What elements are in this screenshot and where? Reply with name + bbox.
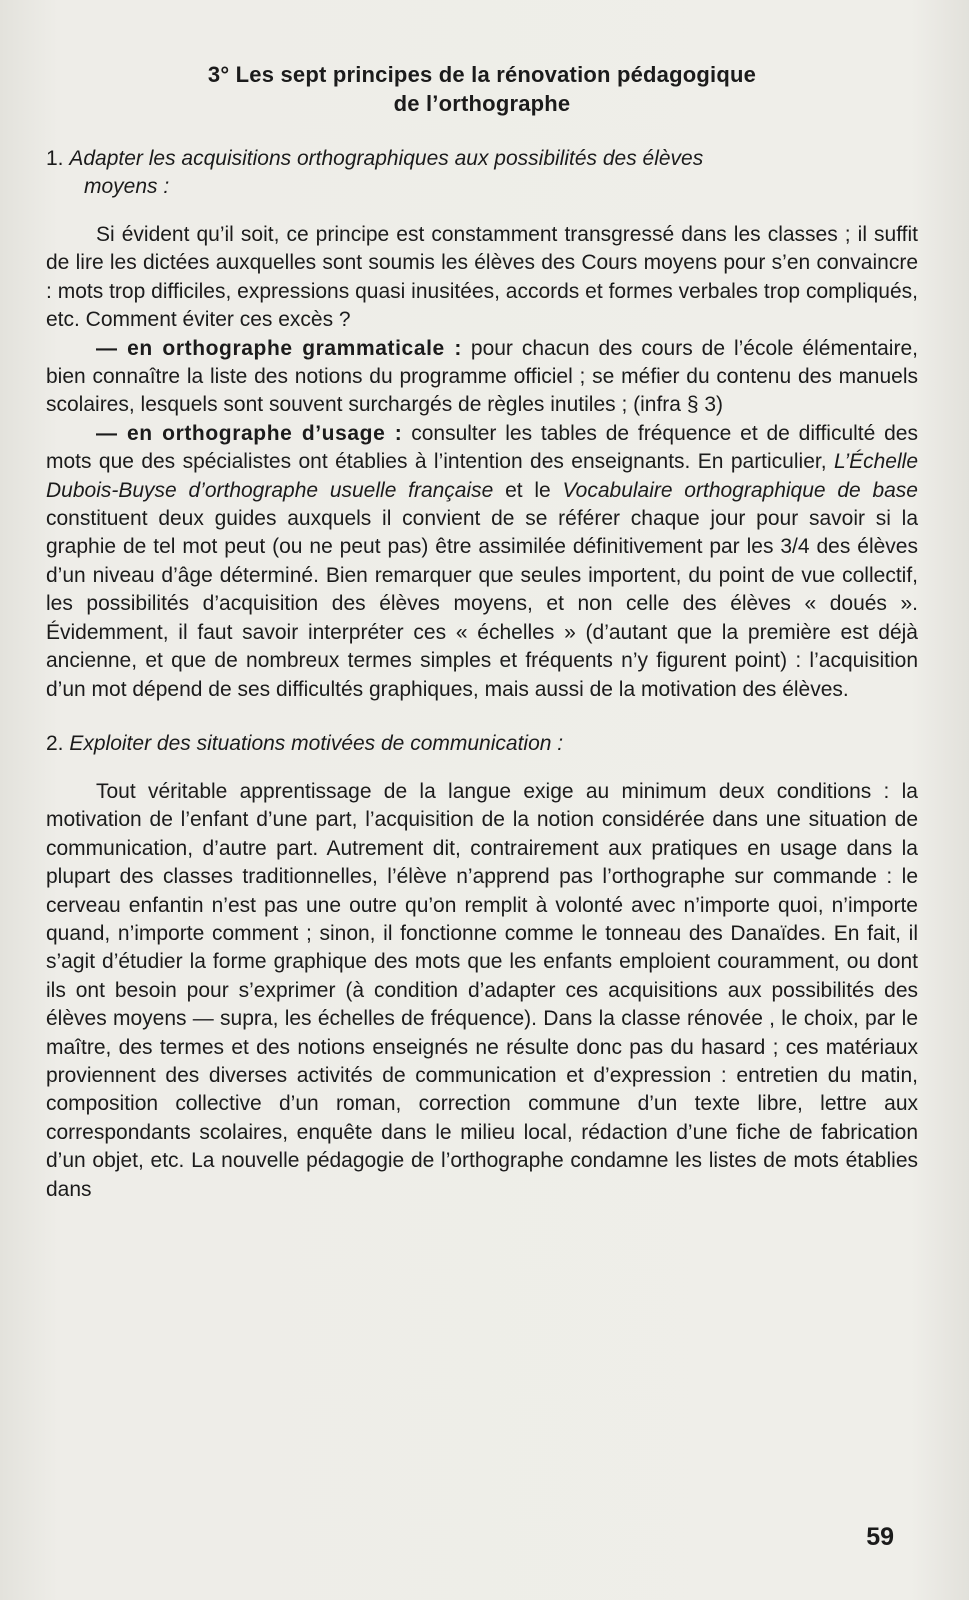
usage-italic-title-2: Vocabulaire orthographique de base — [562, 478, 918, 502]
grammar-paragraph — [46, 335, 918, 420]
section-gap — [46, 704, 918, 730]
usage-label: — en orthographe d’usage : — [96, 421, 403, 445]
usage-text-1: consulter les tables de fréquence et de difficulté des mots que des spécialistes ont établies à l’intention des enseignants. En particulier, — [46, 421, 918, 474]
usage-italic-title-1: L’Échelle Dubois-Buyse d’orthographe usuelle française — [46, 450, 918, 502]
section-title — [46, 60, 918, 118]
usage-text-2: et le — [493, 478, 563, 502]
grammar-text: pour chacun des cours de l’école élémentaire, bien connaître la liste des notions du programme officiel ; se méfier du contenu des manuels scolaires, lesquels sont souvent surchargés de règles inutiles ; (infra § 3) — [46, 336, 918, 417]
principle-2-number: 2. — [46, 731, 64, 755]
usage-paragraph — [46, 420, 918, 704]
principle-2-text: Tout véritable apprentissage de la langue exige au minimum deux conditions : la motivation de l’enfant d’une part, l’acquisition de la notion considérée dans une situation de communication, d’autre part. Autrement dit, contrairement aux pratiques en usage dans la plupart des classes traditionnelles, l’élève n’apprend pas l’orthographe sur commande : le cerveau enfantin n’est pas une outre qu’on remplit à volonté avec n’importe quoi, n’importe quand, n’importe comment ; sinon, il fonctionne comme le tonneau des Danaïdes. En fait, il s’agit d’étudier la forme graphique des mots que les enfants emploient couramment, ou dont ils ont besoin pour s’exprimer (à condition d’adapter ces acquisitions aux possibilités des élèves moyens — supra, les échelles de fréquence). Dans la classe rénovée , le choix, par le maître, des termes et des notions enseignés ne résulte donc pas du hasard ; ces matériaux proviennent des diverses activités de communication et d’expression : entretien du matin, composition collective d’un roman, correction commune d’un texte libre, lettre aux correspondants scolaires, enquête dans le milieu local, rédaction d’une fiche de fabrication d’un objet, etc. La nouvelle pédagogie de l’orthographe condamne les listes de mots établies dans — [46, 779, 918, 1201]
principle-1-heading-cont: moyens : — [84, 175, 170, 198]
page-number: 59 — [866, 1523, 894, 1551]
principle-1-heading — [46, 145, 918, 201]
title-line-1: 3° Les sept principes de la rénovation pédagogique — [207, 62, 757, 87]
page-content — [46, 60, 918, 1204]
title-line-2: de l’orthographe — [393, 91, 571, 116]
principle-1-number: 1. — [46, 147, 64, 170]
principle-1-heading-text: Adapter les acquisitions orthographiques aux possibilités des élèves — [69, 147, 704, 170]
principle-2-heading — [46, 730, 918, 758]
principle-1-intro: Si évident qu’il soit, ce principe est constamment transgressé dans les classes ; il suffit de lire les dictées auxquelles sont soumis les élèves des Cours moyens pour s’en convaincre : mots trop difficiles, expressions quasi inusitées, accords et formes verbales trop compliqués, etc. Comment éviter ces excès ? — [46, 223, 918, 332]
grammar-label: — en orthographe grammaticale : — [96, 336, 462, 360]
principle-2-heading-text: Exploiter des situations motivées de communication : — [69, 731, 564, 755]
usage-text-3: constituent deux guides auxquels il convient de se référer chaque jour pour savoir si la graphie de tel mot peut (ou ne peut pas) être assimilée définitivement par les 3/4 des élèves d’un niveau d’âge déterminé. Bien remarquer que seules importent, du point de vue collectif, les possibilités d’acquisition des élèves moyens, et non celle des élèves « doués ». Évidemment, il faut savoir interpréter ces « échelles » (d’autant que la première est déjà ancienne, et que de nombreux termes simples et fréquents n’y figurent point) : l’acquisition d’un mot dépend de ses difficultés graphiques, mais aussi de la motivation des élèves. — [46, 507, 918, 701]
